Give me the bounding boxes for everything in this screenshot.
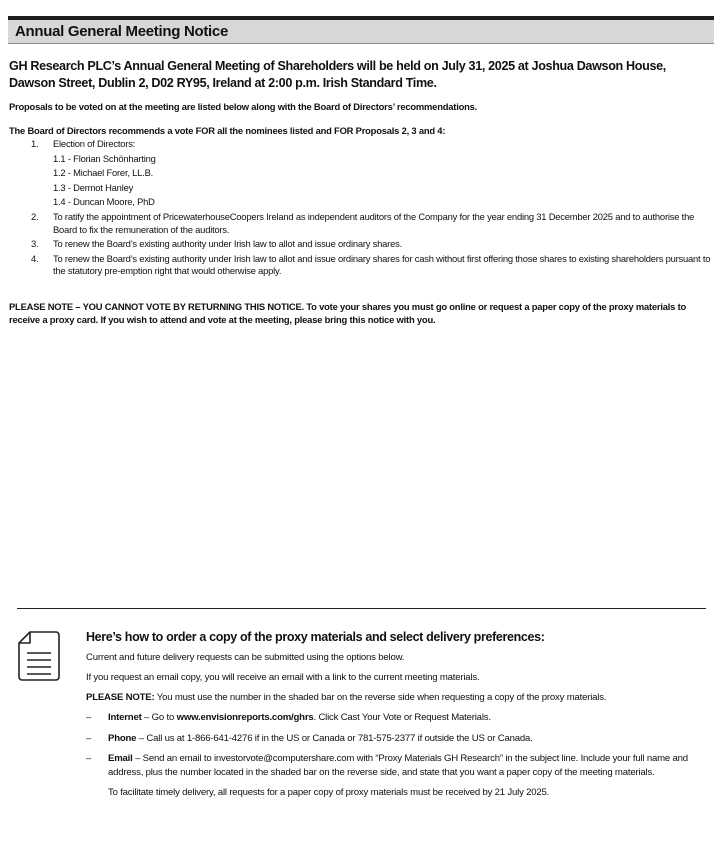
email-text: – Send an email to investorvote@computershare.com with “Proxy Materials GH Research” in the subject line. Include your full name and address, plus the number located in the shaded bar on the reverse side, and state that you want a paper copy of the meeting materials.	[108, 753, 688, 778]
email-copy-text: If you request an email copy, you will receive an email with a link to the current meeting materials.	[86, 672, 480, 683]
proposal-number: 4.	[31, 252, 39, 264]
internet-option	[86, 711, 716, 725]
timely-delivery-text: To facilitate timely delivery, all requests for a paper copy of proxy materials must be received by 21 July 2025.	[108, 787, 550, 799]
notice-title: Annual General Meeting Notice	[15, 23, 229, 40]
board-recommendation: The Board of Directors recommends a vote FOR all the nominees listed and FOR Proposals 2, 3 and 4:	[9, 125, 446, 136]
nominee-item: 1.2 - Michael Forer, LL.B.	[53, 167, 154, 179]
proposal-text: To ratify the appointment of PricewaterhouseCoopers Ireland as independent auditors of the Company for the year ending 31 December 2025 and to authorise the Board to fix the remuneration of the auditors.	[53, 210, 695, 235]
proposal-list	[9, 138, 715, 280]
envision-link[interactable]: www.envisionreports.com/ghrs	[176, 712, 314, 723]
proposal-text: Election of Directors:	[53, 138, 136, 149]
please-note-warning: PLEASE NOTE – YOU CANNOT VOTE BY RETURNING THIS NOTICE. To vote your shares you must go online or request a paper copy of the proxy materials to receive a proxy card. If you wish to attend and vote at the meeting, please bring this notice with you.	[9, 301, 687, 325]
shaded-bar-note	[86, 691, 716, 704]
proposal-item	[9, 253, 715, 278]
delivery-requests-text: Current and future delivery requests can be submitted using the options below.	[86, 652, 405, 663]
proposal-text: To renew the Board’s existing authority under Irish law to allot and issue ordinary shares.	[53, 238, 403, 250]
note-text: You must use the number in the shaded bar on the reverse side when requesting a copy of the proxy materials.	[154, 692, 607, 703]
proxy-materials-section	[86, 630, 716, 799]
proposal-item	[9, 211, 715, 236]
dash-bullet: –	[86, 753, 92, 765]
note-label: PLEASE NOTE:	[86, 692, 155, 703]
document-icon	[18, 630, 60, 682]
section-divider	[17, 608, 706, 609]
meeting-announcement: GH Research PLC’s Annual General Meeting of Shareholders will be held on July 31, 2025 at Joshua Dawson House, Dawson Street, Dublin 2, D02 RY95, Ireland at 2:00 p.m. Irish Standard Time.	[9, 59, 666, 90]
proposal-number: 2.	[31, 210, 39, 222]
notice-header-bar	[8, 16, 714, 44]
phone-label: Phone	[108, 732, 137, 744]
proxy-section-title: Here’s how to order a copy of the proxy materials and select delivery preferences:	[86, 630, 545, 644]
nominee-item: 1.4 - Duncan Moore, PhD	[53, 196, 155, 208]
proposal-number: 1.	[31, 138, 39, 149]
nominee-item: 1.1 - Florian Schönharting	[53, 152, 156, 164]
proposal-number: 3.	[31, 238, 39, 250]
nominee-list	[53, 153, 715, 209]
dash-bullet: –	[86, 712, 92, 723]
email-label: Email	[108, 753, 133, 765]
proposal-item	[9, 138, 715, 209]
internet-pre: – Go to	[141, 712, 177, 723]
phone-text: – Call us at 1-866-641-4276 if in the US or Canada or 781-575-2377 if outside the US or Canada.	[136, 732, 533, 744]
proposal-item	[9, 238, 715, 251]
email-option	[86, 752, 716, 779]
dash-bullet: –	[86, 732, 92, 744]
internet-post: . Click Cast Your Vote or Request Materials.	[313, 712, 491, 723]
phone-option	[86, 732, 716, 746]
internet-label: Internet	[108, 712, 142, 723]
proposal-text: To renew the Board’s existing authority under Irish law to allot and issue ordinary shares for cash without first offering those shares to existing shareholders pursuant to the statutory pre-emption right that would otherwise apply.	[53, 252, 711, 277]
proposals-intro: Proposals to be voted on at the meeting are listed below along with the Board of Directors’ recommendations.	[9, 101, 478, 112]
nominee-item: 1.3 - Dermot Hanley	[53, 181, 134, 193]
